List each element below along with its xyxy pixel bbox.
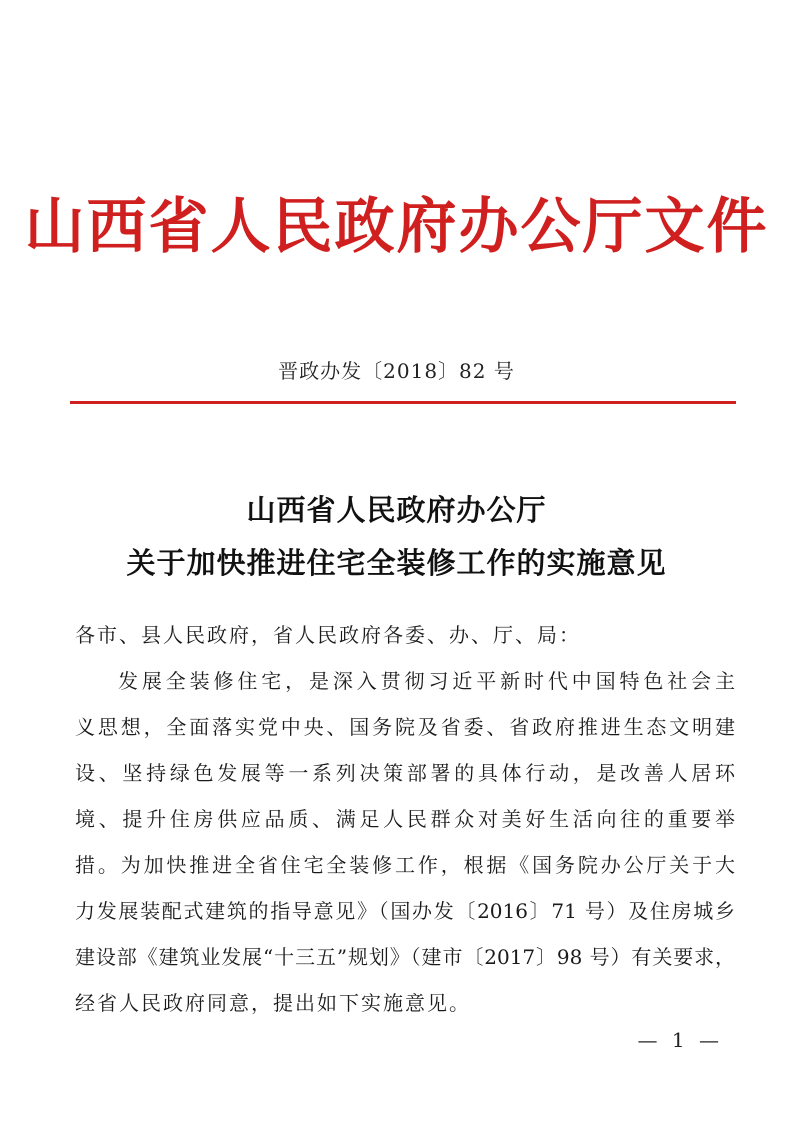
body-paragraph-line: 发展全装修住宅，是深入贯彻习近平新时代中国特色社会主 (118, 669, 735, 693)
body-paragraph-line: 建设部《建筑业发展“十三五”规划》（建市〔2017〕98 号）有关要求， (75, 945, 735, 969)
salutation: 各市、县人民政府，省人民政府各委、办、厅、局： (75, 623, 581, 647)
header-title: 山西省人民政府办公厅文件 (24, 192, 769, 262)
body-paragraph-line: 措。为加快推进全省住宅全装修工作，根据《国务院办公厅关于大 (75, 853, 735, 877)
document-title-line-2: 关于加快推进住宅全装修工作的实施意见 (126, 546, 667, 580)
red-divider-line (70, 401, 736, 404)
page-number: — 1 — (637, 1028, 723, 1052)
body-paragraph-line: 境、提升住房供应品质、满足人民群众对美好生活向往的重要举 (75, 807, 735, 831)
body-paragraph-line: 义思想，全面落实党中央、国务院及省委、省政府推进生态文明建 (75, 715, 735, 739)
body-paragraph-line: 设、坚持绿色发展等一系列决策部署的具体行动，是改善人居环 (75, 761, 735, 785)
body-paragraph-line: 经省人民政府同意，提出如下实施意见。 (75, 991, 471, 1015)
body-paragraph-line: 力发展装配式建筑的指导意见》（国办发〔2016〕71 号）及住房城乡 (75, 899, 735, 923)
document-number: 晋政办发〔2018〕82 号 (278, 359, 515, 383)
document-title-line-1: 山西省人民政府办公厅 (246, 493, 547, 527)
